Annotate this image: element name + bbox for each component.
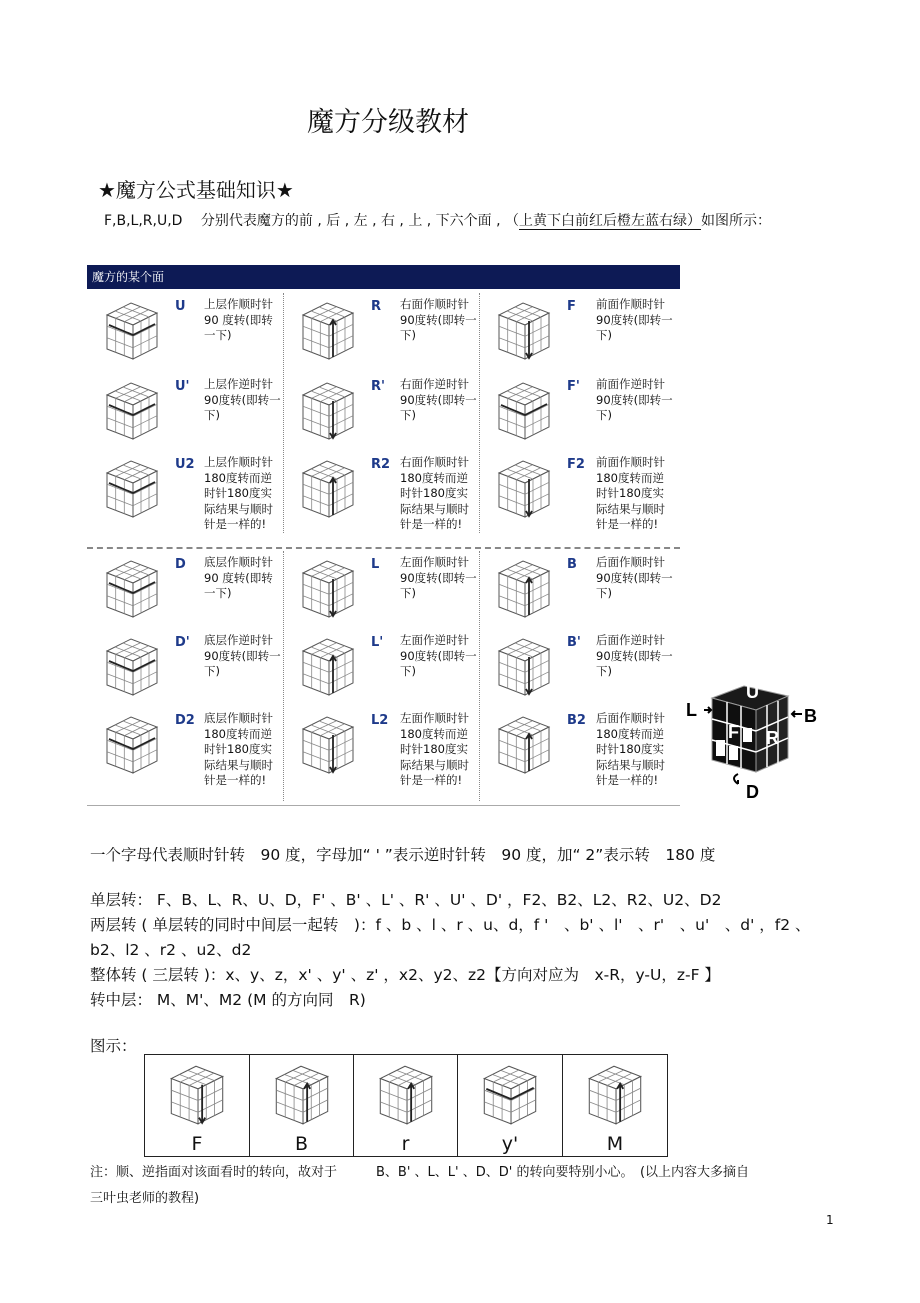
cube-move-icon	[489, 633, 559, 699]
cube-orientation-figure	[684, 680, 820, 808]
intro-text-1: 分别代表魔方的前	[200, 213, 313, 229]
move-notation: F2	[567, 457, 585, 472]
cube-move-icon	[97, 297, 167, 363]
notation-line-4: b2、l2 、r2 、u2、d2	[90, 941, 252, 959]
move-description: 底层作逆时针90度转(即转一下)	[204, 633, 281, 678]
move-cell	[89, 707, 282, 785]
move-notation: B'	[567, 635, 581, 650]
move-description: 左面作顺时针90度转(即转一下)	[400, 555, 477, 600]
move-description: 后面作顺时针90度转(即转一下)	[596, 555, 673, 600]
move-notation: L	[371, 557, 380, 572]
move-cell	[285, 707, 478, 785]
move-notation: D2	[175, 713, 195, 728]
figure-move-label: y'	[501, 1133, 519, 1155]
move-description: 右面作顺时针90度转(即转一下)	[400, 297, 477, 342]
cube-label-u: U	[746, 682, 759, 702]
move-description: 右面作逆时针90度转(即转一下)	[400, 377, 477, 422]
cube-move-icon	[489, 455, 559, 521]
figure-move-label: r	[401, 1133, 410, 1155]
figure-cell	[145, 1055, 250, 1156]
move-notation: U	[175, 299, 186, 314]
intro-text-3: 如图所示：	[701, 213, 772, 229]
cube-label-r: R	[766, 728, 779, 748]
move-description: 上层作顺时针90 度转(即转一下)	[204, 297, 273, 342]
move-cell	[481, 373, 674, 451]
move-cell	[285, 293, 478, 371]
move-cell	[89, 629, 282, 707]
move-description: 底层作顺时针90 度转(即转一下)	[204, 555, 273, 600]
move-cell	[481, 707, 674, 785]
cube-move-icon	[489, 555, 559, 621]
move-cell	[481, 551, 674, 629]
move-notation: R'	[371, 379, 385, 394]
divider	[479, 551, 480, 801]
figure-table	[144, 1054, 668, 1157]
figure-move-label: B	[294, 1133, 309, 1155]
cube-move-icon	[489, 711, 559, 777]
move-description: 后面作顺时针180度转而逆时针180度实际结果与顺时针是一样的!	[596, 711, 665, 787]
cube-label-f: F	[728, 722, 739, 742]
cube-figure-icon	[161, 1059, 233, 1129]
note-line-2: 三叶虫老师的教程)	[90, 1191, 200, 1206]
move-notation: B	[567, 557, 577, 572]
move-notation: L2	[371, 713, 389, 728]
cube-move-icon	[293, 377, 363, 443]
move-notation: F	[567, 299, 576, 314]
notation-line-5: 整体转 ( 三层转 )：x、y、z，x' 、y' 、z' ，x2、y2、z2【方向对应为 x-R，y-U，z-F 】	[90, 966, 720, 984]
cube-move-icon	[97, 711, 167, 777]
move-description: 上层作逆时针90度转(即转一下)	[204, 377, 281, 422]
move-notation: R2	[371, 457, 391, 472]
move-description: 上层作顺时针180度转而逆时针180度实际结果与顺时针是一样的!	[204, 455, 273, 531]
move-cell	[481, 629, 674, 707]
move-notation: U2	[175, 457, 195, 472]
move-description: 左面作顺时针180度转而逆时针180度实际结果与顺时针是一样的!	[400, 711, 469, 787]
move-notation: D	[175, 557, 186, 572]
move-cell	[89, 451, 282, 529]
move-cell	[285, 373, 478, 451]
divider	[283, 551, 284, 801]
cube-label-l: L	[686, 700, 697, 720]
notation-line-1: 一个字母代表顺时针转 90 度，字母加“ ' ”表示逆时针转 90 度，加“ 2”表示转 180 度	[90, 846, 716, 864]
cube-move-icon	[97, 455, 167, 521]
move-cell	[89, 373, 282, 451]
move-cell	[89, 293, 282, 371]
move-cell	[285, 451, 478, 529]
figure-cell	[354, 1055, 458, 1156]
cube-move-icon	[489, 297, 559, 363]
move-description: 前面作逆时针90度转(即转一下)	[596, 377, 673, 422]
divider	[283, 293, 284, 533]
move-cell	[285, 629, 478, 707]
cube-move-icon	[293, 297, 363, 363]
divider	[87, 547, 680, 549]
move-description: 右面作顺时针180度转而逆时针180度实际结果与顺时针是一样的!	[400, 455, 469, 531]
cube-move-icon	[293, 711, 363, 777]
cube-figure-icon	[579, 1059, 651, 1129]
cube-move-icon	[97, 555, 167, 621]
move-cell	[285, 551, 478, 629]
figure-move-label: F	[191, 1133, 203, 1155]
divider	[479, 293, 480, 533]
cube-figure-icon	[474, 1059, 546, 1129]
cube-move-icon	[97, 377, 167, 443]
intro-text-2: , 后 , 左 , 右 , 上 , 下六个面 , （	[317, 213, 520, 229]
move-description: 前面作顺时针90度转(即转一下)	[596, 297, 673, 342]
labeled-cube-icon	[684, 680, 820, 808]
move-cell	[481, 451, 674, 529]
move-notation: F'	[567, 379, 580, 394]
figure-cell	[563, 1055, 667, 1156]
note-line-1: 注：顺、逆指面对该面看时的转向，故对于 B、B' 、L、L' 、D、D' 的转向要特别小心。 (以上内容大多摘自	[90, 1165, 750, 1180]
intro-letters: F,B,L,R,U,D	[104, 213, 183, 229]
figure-cell	[250, 1055, 354, 1156]
page-title: 魔方分级教材	[307, 107, 469, 138]
section-title: ★魔方公式基础知识★	[98, 178, 294, 202]
cube-move-icon	[293, 555, 363, 621]
cube-label-d: D	[746, 782, 759, 802]
move-description: 后面作逆时针90度转(即转一下)	[596, 633, 673, 678]
panel-header: 魔方的某个面	[87, 265, 680, 289]
figure-move-label: M	[606, 1133, 624, 1155]
intro-colors: 上黄下白前红后橙左蓝右绿）	[519, 213, 702, 229]
page-number: 1	[826, 1213, 834, 1227]
move-notation: D'	[175, 635, 190, 650]
notation-line-2: 单层转： F、B、L、R、U、D，F' 、B' 、L' 、R' 、U' 、D' ，F2、B2、L2、R2、U2、D2	[90, 891, 722, 909]
cube-label-b: B	[804, 706, 817, 726]
cube-figure-icon	[266, 1059, 338, 1129]
move-notation: R	[371, 299, 382, 314]
moves-panel	[87, 265, 680, 807]
cube-move-icon	[293, 633, 363, 699]
move-description: 左面作逆时针90度转(即转一下)	[400, 633, 477, 678]
move-notation: B2	[567, 713, 586, 728]
move-cell	[89, 551, 282, 629]
move-cell	[481, 293, 674, 371]
notation-line-3: 两层转 ( 单层转的同时中间层一起转 )：f 、b 、l 、r 、u、d，f ' 、b' 、l' 、r' 、u' 、d' ，f2 、	[90, 916, 811, 934]
move-description: 底层作顺时针180度转而逆时针180度实际结果与顺时针是一样的!	[204, 711, 273, 787]
figure-cell	[458, 1055, 563, 1156]
cube-move-icon	[293, 455, 363, 521]
panel-bottom-rule	[87, 805, 680, 806]
move-notation: U'	[175, 379, 190, 394]
cube-figure-icon	[370, 1059, 442, 1129]
figure-label: 图示：	[90, 1037, 137, 1055]
cube-move-icon	[97, 633, 167, 699]
intro-paragraph	[104, 210, 771, 230]
move-description: 前面作顺时针180度转而逆时针180度实际结果与顺时针是一样的!	[596, 455, 665, 531]
notation-line-6: 转中层： M、M'、M2 (M 的方向同 R)	[90, 991, 366, 1009]
cube-move-icon	[489, 377, 559, 443]
move-notation: L'	[371, 635, 384, 650]
